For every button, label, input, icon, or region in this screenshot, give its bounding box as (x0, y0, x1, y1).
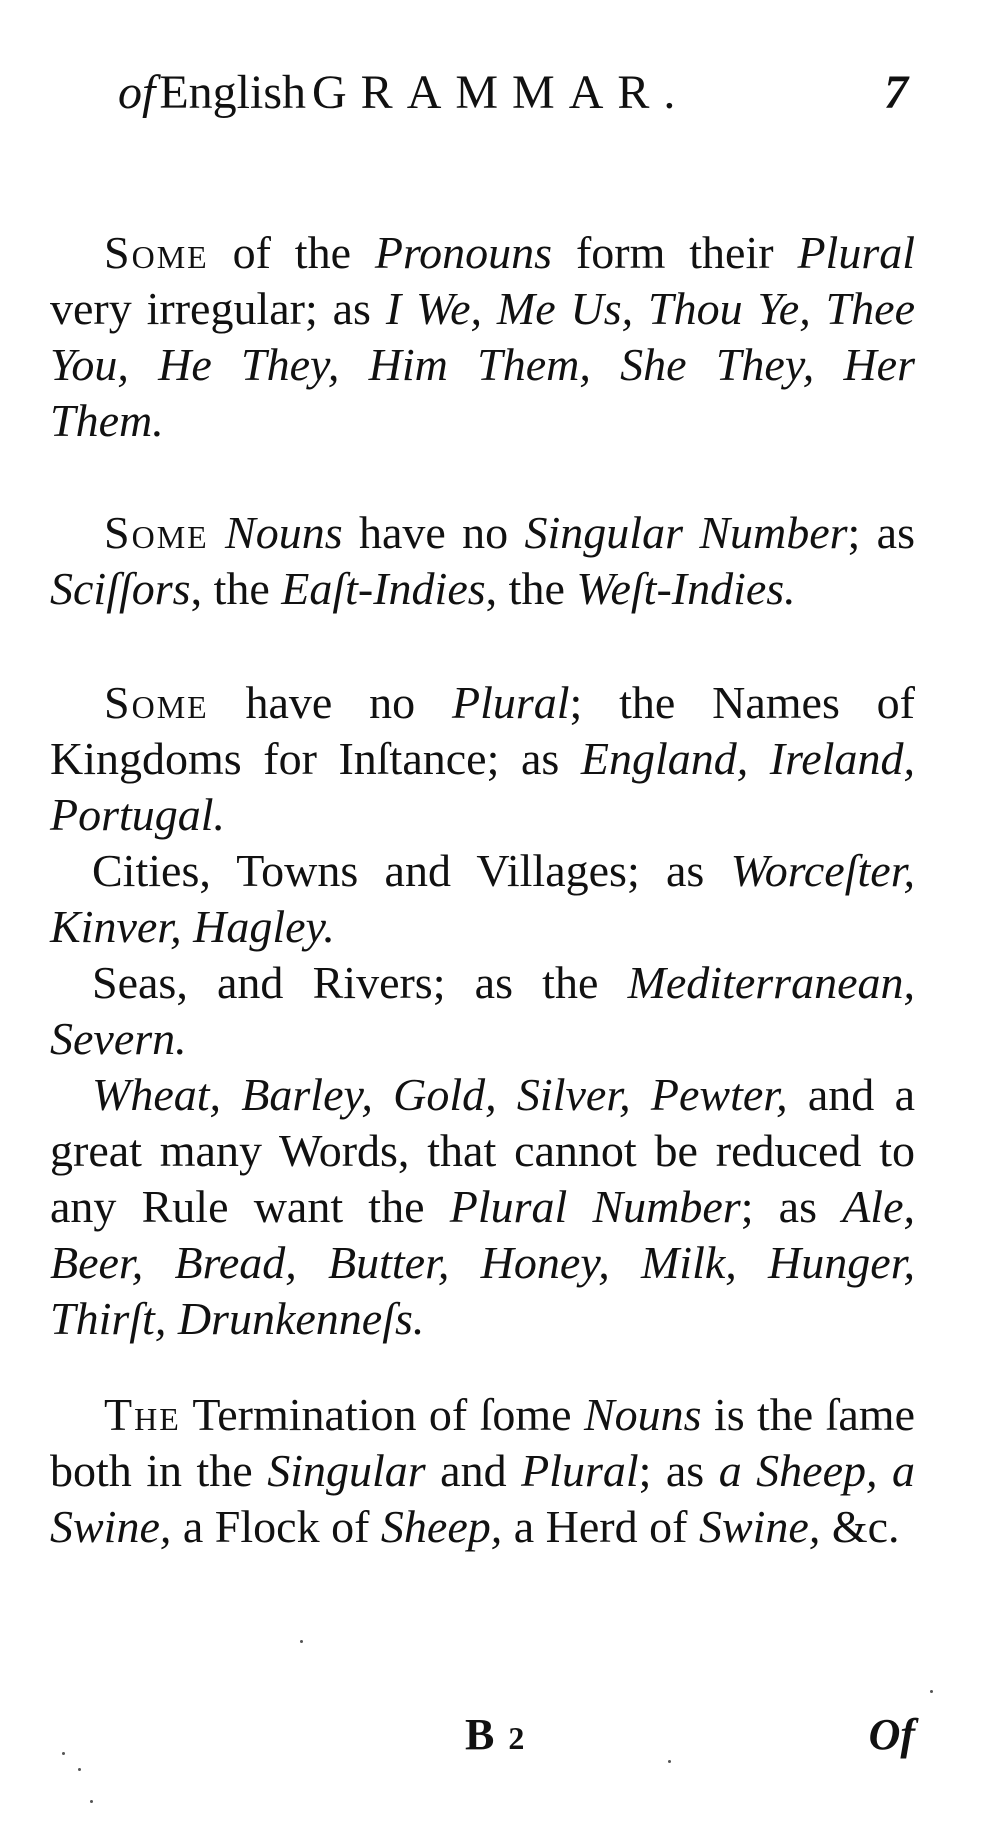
ink-speck (668, 1760, 671, 1763)
header-of: of (118, 66, 156, 119)
cities-line: Cities, Towns and Villages; as Worceſter, Kinver, Hagley. (50, 845, 915, 952)
wheat-line: Wheat, Barley, Gold, Silver, Pewter, and a great many Words, that cannot be reduced to any Rule want the Plural Number; as Ale, Beer, Bread, Butter, Honey, Milk, Hunger, Thirſt, Drunkenneſs. (50, 1069, 915, 1344)
paragraph-pronouns: Some of the Pronouns form their Plural very irregular; as I We, Me Us, Thou Ye, Thee You, He They, Him Them, She They, Her Them. (50, 227, 916, 446)
ink-speck (930, 1690, 933, 1693)
page-number: 7 (884, 66, 908, 119)
smallcaps-lead: Some (104, 227, 209, 278)
ink-speck (62, 1752, 65, 1755)
smallcaps-lead: Some (104, 677, 209, 728)
ink-speck (78, 1768, 81, 1771)
paragraph-no-singular: Some Nouns have no Singular Number; as Sciſſors, the Eaſt-Indies, the Weſt-Indies. (50, 507, 915, 614)
smallcaps-lead: The (104, 1389, 181, 1440)
paragraph-termination: The Termination of ſome Nouns is the ſame both in the Singular and Plural; as a Sheep, a Swine, a Flock of Sheep, a Herd of Swine, &c. (50, 1389, 915, 1552)
ink-speck (90, 1800, 93, 1803)
header-english: English (159, 66, 307, 119)
header-grammar: GRAMMAR. (312, 66, 690, 119)
ink-speck (300, 1640, 303, 1643)
running-header (118, 58, 918, 128)
paragraph-no-plural: Some have no Plural; the Names of Kingdoms for Inſtance; as England, Ireland, Portugal. Cities, Towns and Villages; as Worceſter, Kinver, Hagley. Seas, and Rivers; as the Mediterranean, Severn. Wheat, Barley, Gold, Silver, Pewter, and a great many Words, that cannot be reduced to any Rule want the Plural Number; as Ale, Beer, Bread, Butter, Honey, Milk, Hunger, Thirſt, Drunkenneſs. (50, 675, 915, 1347)
smallcaps-lead: Some (104, 507, 209, 558)
seas-line: Seas, and Rivers; as the Mediterranean, Severn. (50, 957, 915, 1064)
catchword: Of (868, 1710, 915, 1759)
signature-mark: B 2 (465, 1710, 525, 1759)
page-footer (0, 1700, 1000, 1770)
